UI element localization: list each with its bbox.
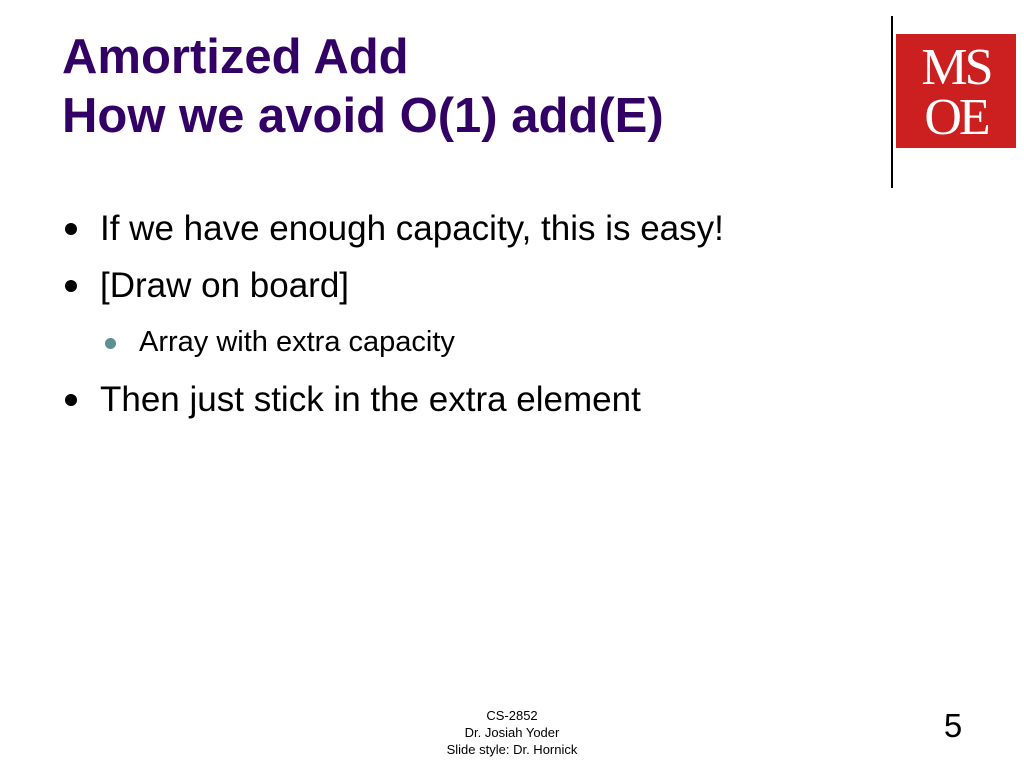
- bullet-text: If we have enough capacity, this is easy!: [100, 208, 724, 248]
- header-divider: [891, 16, 893, 188]
- logo-text-line-1: MS: [921, 39, 991, 96]
- bullet-text: Then just stick in the extra element: [100, 379, 641, 419]
- bullet-text: [Draw on board]: [100, 265, 350, 305]
- bullet-dot-icon: [65, 280, 77, 292]
- bullet-item: [62, 257, 882, 314]
- slide-title-line-1: Amortized Add: [62, 30, 409, 84]
- sub-bullet-dot-icon: [105, 338, 116, 349]
- footer-course: CS-2852: [486, 708, 538, 723]
- footer-author: Dr. Josiah Yoder: [464, 725, 560, 740]
- msoe-logo: [896, 34, 1016, 148]
- sub-bullet-item: [62, 314, 882, 371]
- bullet-list: [62, 200, 882, 428]
- slide-footer: [412, 707, 612, 758]
- bullet-item: [62, 371, 882, 428]
- slide-title: [62, 28, 664, 146]
- slide-title-line-2: How we avoid O(1) add(E): [62, 89, 664, 143]
- page-number: 5: [943, 707, 963, 744]
- sub-bullet-text: Array with extra capacity: [139, 326, 455, 358]
- logo-text-line-2: OE: [924, 89, 988, 146]
- bullet-item: [62, 200, 882, 257]
- bullet-dot-icon: [65, 394, 77, 406]
- msoe-logo-mark: [896, 34, 1016, 148]
- footer-style-credit: Slide style: Dr. Hornick: [446, 742, 578, 757]
- bullet-dot-icon: [65, 223, 77, 235]
